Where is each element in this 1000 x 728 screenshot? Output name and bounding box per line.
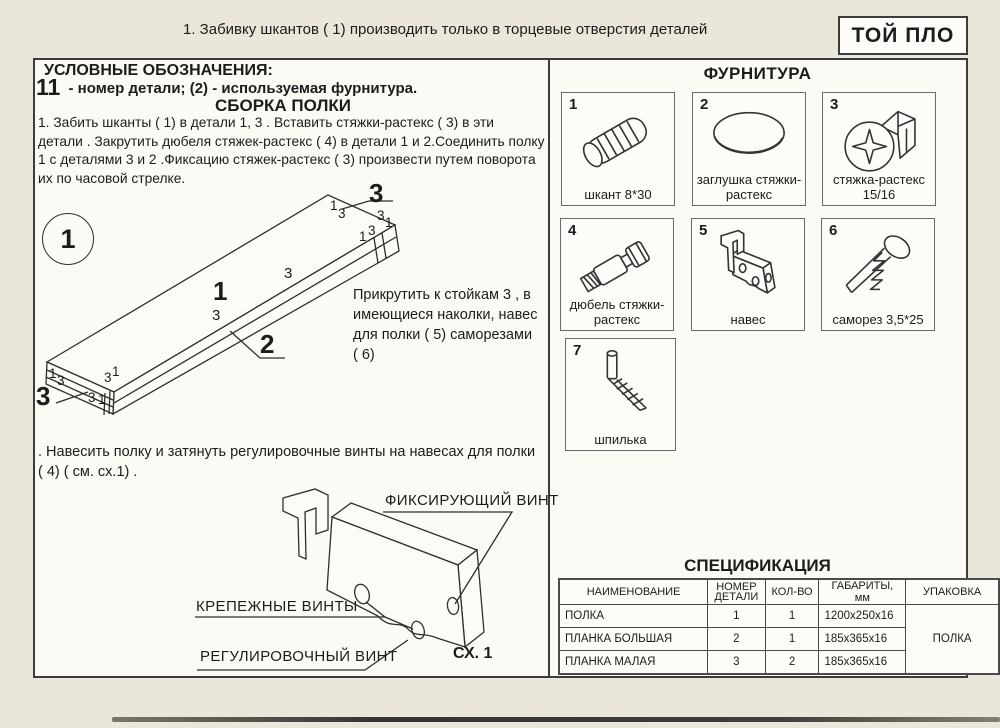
cell-size: 185x365x16 [819, 651, 906, 675]
fixing-screw-label: ФИКСИРУЮЩИЙ ВИНТ [385, 492, 559, 509]
fitting-label: шкант 8*30 [584, 186, 652, 202]
fitting-number: 2 [700, 96, 709, 113]
fittings-title: ФУРНИТУРА [703, 64, 812, 83]
fitting-card-3 [822, 92, 936, 206]
adjusting-screw-label: РЕГУЛИРОВОЧНЫЙ ВИНТ [200, 648, 398, 665]
cell-name: ПОЛКА [559, 605, 708, 628]
fitting-card-7 [565, 338, 676, 451]
col-name: НАИМЕНОВАНИЕ [559, 579, 708, 605]
cell-part: 3 [708, 651, 766, 675]
brand-logo [838, 16, 968, 55]
cell-name: ПЛАНКА БОЛЬШАЯ [559, 628, 708, 651]
fitting-card-2 [692, 92, 806, 206]
spec-table [558, 578, 1000, 675]
step3-line: ( 4) ( см. сх.1) . [38, 464, 138, 480]
cell-size: 185x365x16 [819, 628, 906, 651]
brand-logo-text: ТОЙ ПЛО [851, 23, 955, 47]
legend-part-symbol: 11 [36, 74, 61, 100]
cell-qty: 2 [765, 651, 819, 675]
col-size: ГАБАРИТЫ, мм [819, 579, 906, 605]
dowel-icon [575, 101, 661, 173]
end-number-top: 3 [369, 178, 384, 208]
fitting-card-4 [560, 218, 674, 331]
cam-lock-icon [836, 101, 922, 175]
corner-mark: 3 [57, 373, 65, 388]
step1-line: 1 с деталями 3 и 2 .Фиксацию стяжек-растекс ( 3) произвести путем поворота [38, 152, 536, 167]
pin-icon [581, 347, 661, 423]
shelf-part-circle [42, 213, 94, 265]
screw-icon [835, 227, 921, 301]
corner-mark: 1 [359, 229, 367, 244]
assembly-step3 [38, 442, 535, 482]
step1-line: их по часовой стрелке. [38, 170, 186, 186]
bracket-icon [705, 227, 791, 305]
circle-number: 1 [60, 223, 76, 254]
end-number-bottom: 3 [36, 381, 51, 411]
fitting-card-1 [561, 92, 675, 206]
legend-text: - номер детали; (2) - используемая фурнитура. [68, 80, 418, 97]
step1-line: детали . Закрутить дюбеля стяжек-растекс ( 4) в детали 1 и 2.Соединить полку [38, 133, 545, 149]
fitting-number: 1 [569, 96, 578, 113]
spec-title: СПЕЦИФИКАЦИЯ [684, 556, 831, 575]
corner-mark: 1 [330, 198, 338, 213]
corner-mark: 3 [88, 390, 96, 405]
mounting-screws-label: КРЕПЕЖНЫЕ ВИНТЫ [196, 598, 358, 615]
assembly-title: СБОРКА ПОЛКИ [215, 96, 351, 115]
strip-number: 2 [260, 329, 275, 359]
fitting-card-5 [691, 218, 805, 331]
fitting-card-6 [821, 218, 935, 331]
cell-size: 1200x250x16 [819, 605, 906, 628]
corner-mark: 1 [49, 366, 57, 381]
fitting-number: 6 [829, 222, 838, 239]
fitting-label: дюбель стяжки-растекс [569, 297, 665, 327]
mid-mark-b: 3 [212, 307, 221, 324]
corner-mark: 3 [338, 206, 346, 221]
board-number: 1 [213, 276, 228, 306]
mid-mark-a: 3 [284, 265, 293, 282]
cell-part: 1 [708, 605, 766, 628]
fitting-label: стяжка-растекс 15/16 [832, 172, 926, 202]
scan-edge-shadow [112, 717, 1000, 722]
fitting-label: шпилька [594, 431, 647, 447]
corner-mark: 1 [112, 364, 120, 379]
step2-line: ( 6) [353, 347, 375, 363]
col-part: НОМЕР ДЕТАЛИ [708, 579, 766, 605]
dowel-bolt-icon [574, 227, 660, 299]
bracket-hook [283, 489, 328, 559]
step3-line: . Навесить полку и затянуть регулировочные винты на навесах для полки [38, 444, 536, 460]
fitting-number: 7 [573, 342, 582, 359]
corner-mark: 3 [368, 223, 376, 238]
fitting-number: 5 [699, 222, 708, 239]
corner-mark: 1 [385, 215, 393, 230]
step1-line: 1. Забить шканты ( 1) в детали 1, 3 . Вставить стяжки-растекс ( 3) в эти [38, 115, 494, 130]
col-qty: КОЛ-ВО [765, 579, 819, 605]
spec-row [559, 605, 999, 628]
cell-qty: 1 [765, 628, 819, 651]
fitting-number: 3 [830, 96, 839, 113]
corner-mark: 1 [98, 392, 106, 407]
step2-line: Прикрутить к стойкам 3 , в [353, 287, 531, 303]
fitting-label: заглушка стяжки-растекс [696, 172, 802, 202]
fitting-label: навес [730, 311, 766, 327]
fitting-number: 4 [568, 222, 577, 239]
header-note: 1. Забивку шкантов ( 1) производить только в торцевые отверстия деталей [183, 21, 708, 38]
step2-line: для полки ( 5) саморезами [353, 327, 533, 343]
corner-mark: 3 [377, 208, 385, 223]
fitting-label: саморез 3,5*25 [832, 311, 924, 327]
corner-mark: 3 [104, 370, 112, 385]
spec-header-row [559, 579, 999, 605]
assembly-step2 [353, 285, 537, 365]
cell-part: 2 [708, 628, 766, 651]
cell-qty: 1 [765, 605, 819, 628]
cell-packaging: ПОЛКА [906, 605, 999, 675]
cap-icon [706, 101, 792, 167]
cell-name: ПЛАНКА МАЛАЯ [559, 651, 708, 675]
scheme-label: СХ. 1 [453, 645, 493, 662]
col-pack: УПАКОВКА [906, 579, 999, 605]
legend-title: УСЛОВНЫЕ ОБОЗНАЧЕНИЯ: [44, 62, 273, 79]
step2-line: имеющиеся наколки, навес [353, 307, 538, 323]
